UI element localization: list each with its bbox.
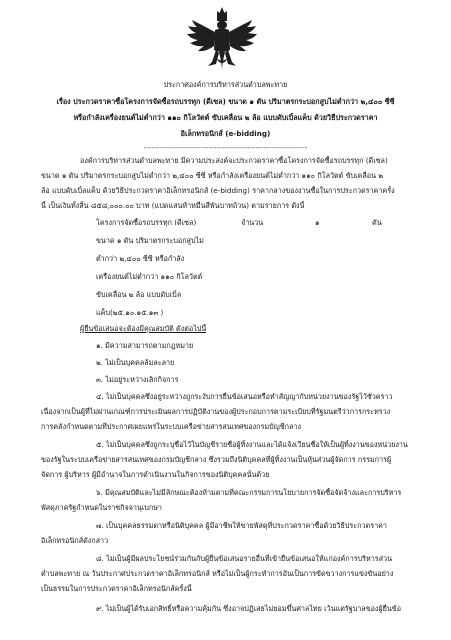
garuda-emblem-icon <box>186 6 258 72</box>
qualification-4-line-1: ๔. ไม่เป็นบุคคลซึ่งอยู่ระหว่างถูกระงับการยื่นข้อเสนอหรือทำสัญญากับหน่วยงานของรัฐไว้ชั่วคราว <box>96 392 393 401</box>
qualification-5-line-1: ๕. ไม่เป็นบุคคลซึ่งถูกระบุชื่อไว้ในบัญชีรายชื่อผู้ทิ้งงานและได้แจ้งเวียนชื่อให้เป็นผู้ทิ้งงานของหน่วยงาน <box>96 440 408 449</box>
subject-line-3: อิเล็กทรอนิกส์ (e-bidding) <box>180 129 271 138</box>
qualification-7-line-1: ๗. เป็นบุคคลธรรมดาหรือนิติบุคคล ผู้มีอาชีพให้ขายพัสดุที่ประกวดราคาซื้อด้วยวิธีประกวดราคา <box>96 521 387 530</box>
qualification-8-line-2: ตำบลพะทาย ณ วันประกาศประกวดราคาอิเล็กทรอนิกส์ หรือไม่เป็นผู้กระทำการอันเป็นการขัดขวางการแข่งขันอย่าง <box>41 569 394 578</box>
qualification-8-line-1: ๘. ไม่เป็นผู้มีผลประโยชน์ร่วมกันกับผู้ยื่นข้อเสนอรายอื่นที่เข้ายื่นข้อเสนอให้แก่องค์การบริหารส่วน <box>96 554 392 563</box>
item-line-1: โครงการจัดซื้อรถบรรทุก (ดีเซล) <box>96 218 197 227</box>
item-line-2: ขนาด ๑ ตัน ปริมาตรกระบอกสูบไม่ <box>96 236 204 245</box>
intro-line-2: ขนาด ๑ ตัน ปริมาตรกระบอกสูบไม่ต่ำกว่า ๒,๔๐๐ ซีซี หรือกำลังเครื่องยนต์ไม่ต่ำกว่า ๑๑๐ กิโลวัตต์ ขับเคลื่อน ๒ <box>41 171 384 180</box>
item-line-6: แค็บ(๒๕.๑๐.๑๕.๑๓ ) <box>96 308 164 317</box>
qualification-8-line-3: เป็นธรรมในการประกวดราคาอิเล็กทรอนิกส์ครั้งนี้ <box>41 584 192 593</box>
intro-line-1: องค์การบริหารส่วนตำบลพะทาย มีความประสงค์จะประกวดราคาซื้อโครงการจัดซื้อรถบรรทุก (ดีเซล) <box>80 156 388 165</box>
qualification-2: ๒. ไม่เป็นบุคคลล้มละลาย <box>96 358 175 367</box>
qualifications-heading: ผู้ยื่นข้อเสนอจะต้องมีคุณสมบัติ ดังต่อไปนี้ <box>80 324 207 333</box>
issuing-office: ประกาศองค์การบริหารส่วนตำบลพะทาย <box>163 80 288 89</box>
item-line-4: เครื่องยนต์ไม่ต่ำกว่า ๑๑๐ กิโลวัตต์ <box>96 272 203 281</box>
item-qty-label: จำนวน <box>241 218 264 227</box>
qualification-6-line-2: พัสดุภาครัฐกำหนดในราชกิจจานุเบกษา <box>41 503 162 512</box>
qualification-4-line-3: การคลังกำหนดตามที่ประกาศเผยแพร่ในระบบเครือข่ายสารสนเทศของกรมบัญชีกลาง <box>41 422 301 431</box>
qualification-6-line-1: ๖. มีคุณสมบัติและไม่มีลักษณะต้องห้ามตามที่คณะกรรมการนโยบายการจัดซื้อจัดจ้างและการบริหาร <box>96 488 402 497</box>
qualification-5-line-2: ของรัฐในระบบเครือข่ายสารสนเทศของกรมบัญชีกลาง ซึ่งรวมถึงนิติบุคคลที่ผู้ทิ้งงานเป็นหุ้นส่วนผู้จัดการ กรรมการผู้ <box>41 455 392 464</box>
intro-line-3: ล้อ แบบดับเบิ้ลแค็บ ด้วยวิธีประกวดราคาอิเล็กทรอนิกส์ (e-bidding) ราคากลางของงานซื้อในการประกวดราคาครั้ง <box>41 186 395 195</box>
subject-line-2: หรือกำลังเครื่องยนต์ไม่ต่ำกว่า ๑๑๐ กิโลวัตต์ ขับเคลื่อน ๒ ล้อ แบบดับเบิ้ลแค็บ ด้วยวิธีประกวดราคา <box>73 113 378 122</box>
intro-line-4: นี้ เป็นเงินทั้งสิ้น ๘๕๘,๐๐๐.๐๐ บาท (แปดแสนห้าหมื่นสี่พันบาทถ้วน) ตามรายการ ดังนี้ <box>41 201 305 210</box>
subject-line-1: เรื่อง ประกวดราคาซื้อโครงการจัดซื้อรถบรรทุก (ดีเซล) ขนาด ๑ ตัน ปริมาตรกระบอกสูบไม่ต่ำกว่า ๒,๔๐๐ ซีซี <box>56 97 395 106</box>
qualification-7-line-2: อิเล็กทรอนิกส์ดังกล่าว <box>41 536 109 545</box>
header-divider: --------------------------------------------------------------- <box>143 143 308 152</box>
item-line-3: ต่ำกว่า ๒,๔๐๐ ซีซี หรือกำลัง <box>96 254 185 263</box>
item-line-5: ขับเคลื่อน ๒ ล้อ แบบดับเบิ้ล <box>96 290 182 299</box>
qualification-4-line-2: เนื่องจากเป็นผู้ที่ไม่ผ่านเกณฑ์การประเมินผลการปฏิบัติงานของผู้ประกอบการตามระเบียบที่รัฐมนตรีว่าการกระทรวง <box>41 407 391 416</box>
item-qty: ๑ <box>315 218 320 227</box>
qualification-9-line-1: ๙. ไม่เป็นผู้ได้รับเอกสิทธิ์หรือความคุ้มกัน ซึ่งอาจปฏิเสธไม่ยอมขึ้นศาลไทย เว้นแต่รัฐบาลของผู้ยื่นข้อ <box>96 604 402 613</box>
item-unit: คัน <box>372 218 382 227</box>
qualification-1: ๑. มีความสามารถตามกฎหมาย <box>96 341 194 350</box>
qualification-3: ๓. ไม่อยู่ระหว่างเลิกกิจการ <box>96 375 179 384</box>
qualification-5-line-3: จัดการ ผู้บริหาร ผู้มีอำนาจในการดำเนินงานในกิจการของนิติบุคคลนั้นด้วย <box>41 470 270 479</box>
